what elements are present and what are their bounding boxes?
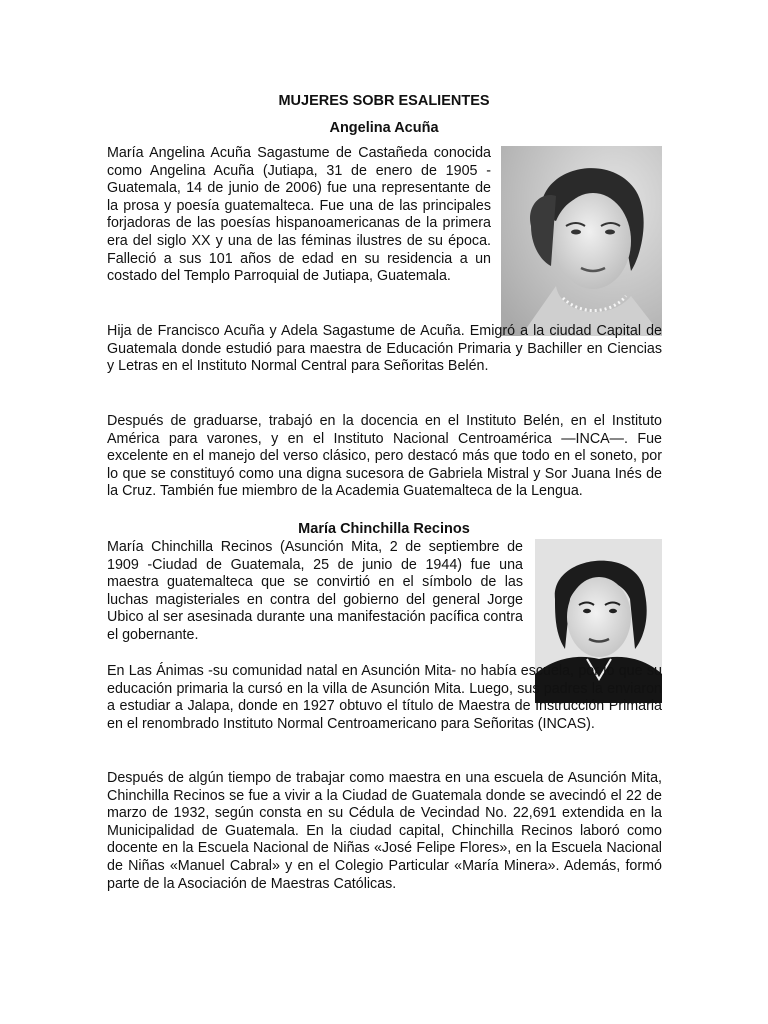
angelina-acuna-paragraph-1: María Angelina Acuña Sagastume de Castañeda conocida como Angelina Acuña (Jutiapa, 31 de enero de 1905 - Guatemala, 14 de junio de 2006) fue una representante de la prosa y poesía guatemalteca. Fue una de las principales forjadoras de las poesías hispanoamericanas de la primera era del siglo XX y una de las féminas ilustres de su época. Falleció a sus 101 años de edad en su residencia a un costado del Templo Parroquial de Jutiapa, Guatemala. (107, 145, 491, 285)
section-heading-angelina-acuna: Angelina Acuña (329, 120, 439, 136)
portrait-woman-photo-icon (501, 146, 662, 336)
maria-chinchilla-paragraph-2: En Las Ánimas -su comunidad natal en Asunción Mita- no había escuela, por lo que su educación primaria la cursó en la villa de Asunción Mita. Luego, sus padres la enviaron a estudiar a Jalapa, donde en 1927 obtuvo el título de Maestra de Instrucción Primaria en el renombrado Instituto Normal Centroamericano para Señoritas (INCAS). (107, 663, 662, 732)
section-heading-maria-chinchilla-recinos: María Chinchilla Recinos (298, 521, 470, 537)
document-title: MUJERES SOBR ESALIENTES (278, 93, 490, 109)
angelina-acuna-paragraph-2: Hija de Francisco Acuña y Adela Sagastume de Acuña. Emigró a la ciudad Capital de Guatemala donde estudió para maestra de Educación Primaria y Bachiller en Ciencias y Letras en el Instituto Normal Central para Señoritas Belén. (107, 323, 662, 375)
angelina-acuna-paragraph-3: Después de graduarse, trabajó en la docencia en el Instituto Belén, en el Instituto América para varones, y en el Instituto Nacional Centroamérica —INCA—. Fue excelente en el manejo del verso clásico, pero destacó más que todo en el soneto, por lo que se constituyó como una digna sucesora de Gabriela Mistral y Sor Juana Inés de la Cruz. También fue miembro de la Academia Guatemalteca de la Lengua. (107, 413, 662, 500)
maria-chinchilla-paragraph-3: Después de algún tiempo de trabajar como maestra en una escuela de Asunción Mita, Chinchilla Recinos se fue a vivir a la Ciudad de Guatemala donde se avecindó el 22 de marzo de 1932, según consta en su Cédula de Vecindad No. 22,691 extendida en la Municipalidad de Guatemala. En la ciudad capital, Chinchilla Recinos laboró como docente en la Escuela Nacional de Niñas «José Felipe Flores», en la Escuela Nacional de Niñas «Manuel Cabral» y en el Colegio Particular «María Minera». Además, formó parte de la Asociación de Maestras Católicas. (107, 770, 662, 892)
maria-chinchilla-paragraph-1: María Chinchilla Recinos (Asunción Mita, 2 de septiembre de 1909 -Ciudad de Guatemala, 25 de junio de 1944) fue una maestra guatemalteca que se convirtió en el símbolo de las luchas magisteriales en contra del gobierno del general Jorge Ubico al ser asesinada durante una manifestación pacífica contra el gobernante. (107, 539, 523, 643)
angelina-acuna-portrait-photo (501, 146, 662, 336)
